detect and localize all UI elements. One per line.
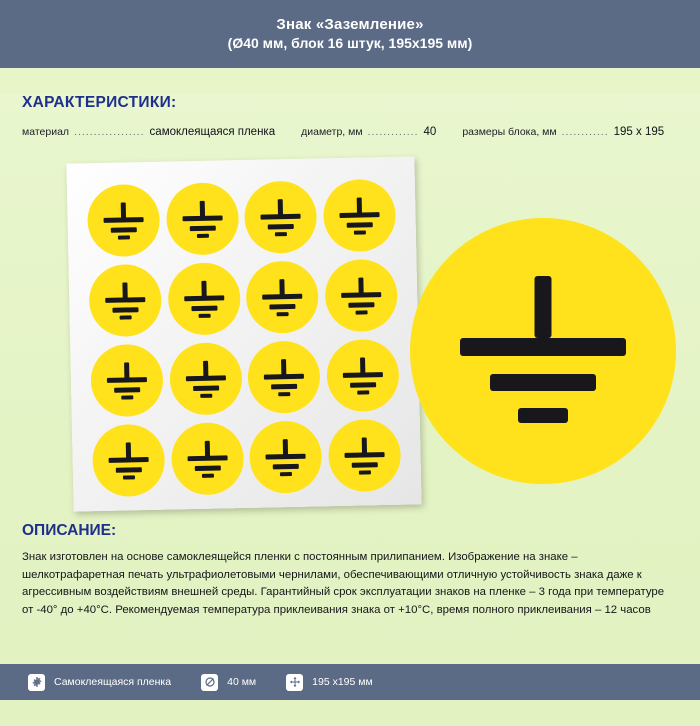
- footer-item-material: [28, 674, 171, 691]
- earth-ground-symbol: [185, 438, 230, 479]
- earth-ground-symbol: [101, 200, 146, 241]
- sticker-sheet: [66, 156, 421, 511]
- characteristics-heading: ХАРАКТЕРИСТИКИ:: [22, 94, 177, 111]
- spec-material-value: самоклеящаяся пленка: [149, 126, 276, 138]
- sticker-cell: [245, 260, 319, 334]
- ground-sticker: [324, 259, 397, 332]
- earth-ground-symbol: [106, 440, 151, 481]
- sticker-cell: [324, 259, 398, 333]
- ground-sticker: [328, 419, 401, 492]
- ground-sticker: [323, 179, 396, 252]
- sticker-cell: [169, 342, 243, 416]
- spec-material-dots: ..................: [74, 126, 145, 138]
- earth-ground-symbol: [460, 276, 626, 426]
- ground-sticker: [326, 339, 399, 412]
- spec-block-size-label: размеры блока, мм: [462, 126, 557, 138]
- sticker-cell: [90, 344, 164, 418]
- footer-item-diameter: [201, 674, 256, 691]
- sticker-cell: [327, 419, 401, 493]
- earth-ground-symbol: [258, 197, 303, 238]
- ground-sticker: [249, 420, 322, 493]
- sticker-cell: [322, 179, 396, 253]
- sticker-cell: [247, 340, 321, 414]
- spec-block-size-value: 195 х 195: [613, 126, 665, 138]
- earth-ground-symbol: [263, 437, 308, 478]
- earth-ground-symbol: [260, 277, 305, 318]
- ground-sticker: [247, 340, 320, 413]
- ground-sticker: [92, 424, 165, 497]
- ground-sticker: [171, 422, 244, 495]
- page-header: [0, 0, 700, 68]
- sticker-cell: [167, 262, 241, 336]
- diameter-icon: [201, 674, 218, 691]
- earth-ground-symbol: [337, 195, 382, 236]
- sticker-cell: [89, 264, 163, 338]
- page-subtitle: (Ø40 мм, блок 16 штук, 195x195 мм): [227, 35, 473, 51]
- spec-diameter-value: 40: [423, 126, 437, 138]
- spec-diameter-dots: .............: [367, 126, 419, 138]
- earth-ground-symbol: [103, 280, 148, 321]
- earth-ground-symbol: [262, 357, 307, 398]
- ground-sticker: [87, 184, 160, 257]
- sticker-cell: [92, 424, 166, 498]
- spec-diameter: [301, 126, 436, 138]
- ground-sticker: [90, 344, 163, 417]
- product-illustration: [22, 154, 678, 514]
- sticker-cell: [165, 182, 239, 256]
- ground-sticker: [166, 182, 239, 255]
- earth-ground-symbol: [340, 355, 385, 396]
- ground-sticker-enlarged: [410, 218, 676, 484]
- footer-item-material-label: Самоклеящаяся пленка: [54, 676, 172, 688]
- footer-item-size-label: 195 х195 мм: [312, 676, 373, 688]
- earth-ground-symbol: [342, 435, 387, 476]
- sticker-cell: [249, 420, 323, 494]
- sticker-cell: [244, 180, 318, 254]
- spec-block-size-dots: ............: [561, 126, 609, 138]
- earth-ground-symbol: [105, 360, 150, 401]
- sticker-cell: [170, 422, 244, 496]
- ground-sticker: [169, 342, 242, 415]
- sticker-cell: [326, 339, 400, 413]
- earth-ground-symbol: [339, 275, 384, 316]
- footer-item-size: [286, 674, 373, 691]
- sticker-grid: [66, 156, 421, 511]
- spec-material: [22, 126, 275, 138]
- page-footer: [0, 664, 700, 700]
- footer-item-diameter-label: 40 мм: [227, 676, 257, 688]
- page-body: [0, 94, 700, 726]
- earth-ground-symbol: [180, 198, 225, 239]
- spec-block-size: [462, 126, 664, 138]
- sticker-cell: [87, 184, 161, 258]
- ground-sticker: [246, 260, 319, 333]
- spec-diameter-label: диаметр, мм: [301, 126, 363, 138]
- characteristics-list: [22, 126, 678, 138]
- earth-ground-symbol: [182, 278, 227, 319]
- earth-ground-symbol: [183, 358, 228, 399]
- ground-sticker: [89, 264, 162, 337]
- ground-sticker: [167, 262, 240, 335]
- spec-material-label: материал: [22, 126, 70, 138]
- ground-sticker: [244, 180, 317, 253]
- gear-icon: [28, 674, 45, 691]
- description-text: Знак изготовлен на основе самоклеящейся пленки с постоянным прилипанием. Изображение на знаке – шелкотрафаретная печать ультрафиолетовыми чернилами, обеспечивающими отличную устойчивость знака даже к агрессивным воздействиям внешней среды. Гарантийный срок эксплуатации знаков на пленке – 3 года при температуре от -40° до +40°С. Рекомендуемая температура приклеивания знака от +10°С, время полного приклеивания – 12 часов: [22, 551, 665, 616]
- description-heading: ОПИСАНИЕ:: [22, 522, 117, 539]
- page-title: Знак «Заземление»: [276, 16, 424, 33]
- size-arrows-icon: [286, 674, 303, 691]
